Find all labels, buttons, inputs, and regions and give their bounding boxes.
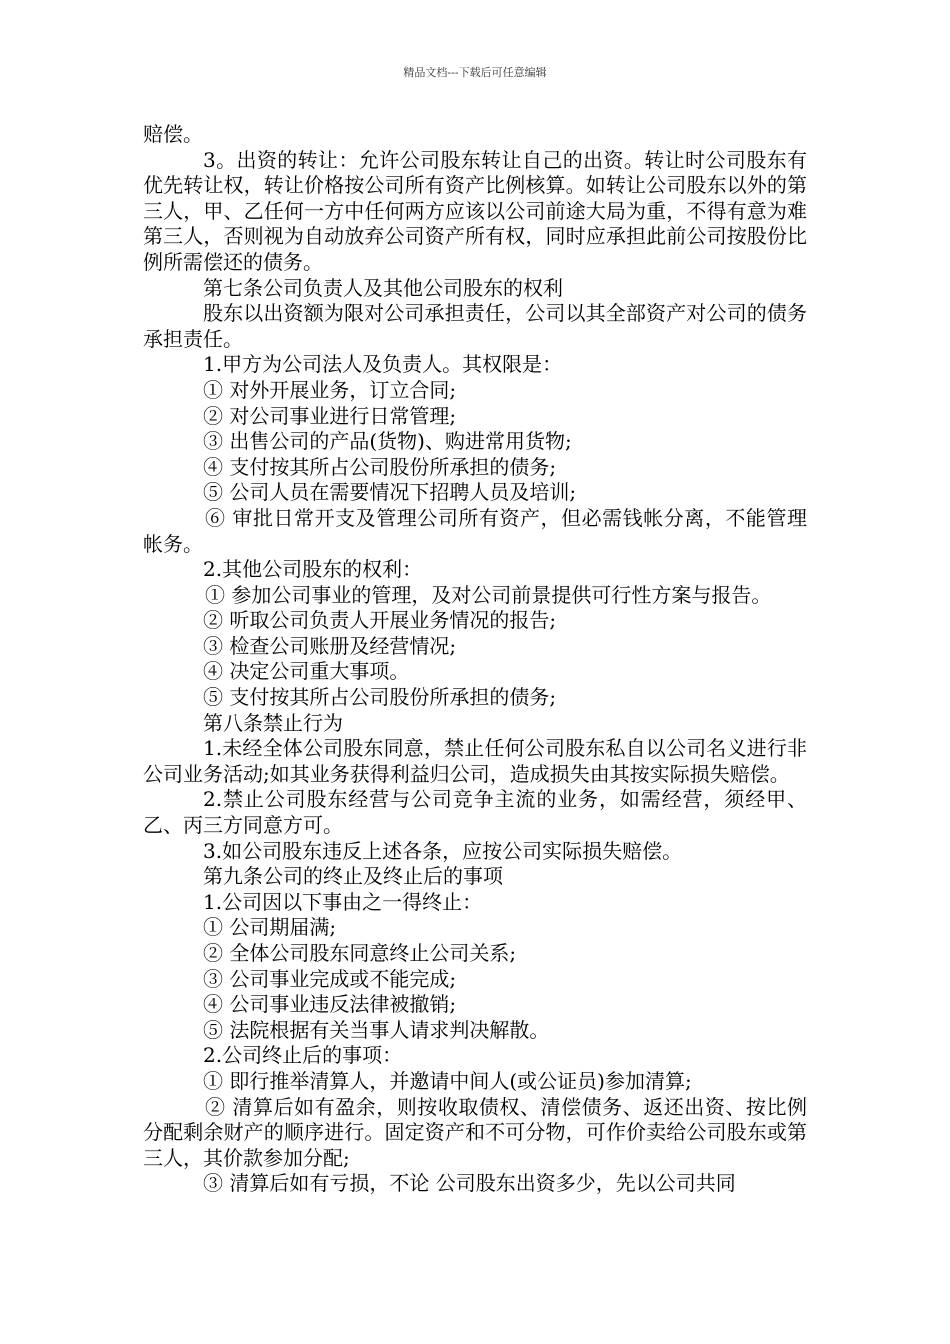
document-body [143, 122, 807, 1197]
section-heading: 第八条禁止行为 [203, 710, 343, 735]
paragraph: 2.禁止公司股东经营与公司竞争主流的业务，如需经营，须经甲、乙、丙三方同意方可。 [143, 787, 807, 838]
paragraph: 3。出资的转让：允许公司股东转让自己的出资。转让时公司股东有优先转让权，转让价格按公司所有资产比例核算。如转让公司股东以外的第三人，甲、乙任何一方中任何两方应该以公司前途大局为重，不得有意为难第三人，否则视为自动放弃公司资产所有权，同时应承担此前公司按股份比例所需偿还的债务。 [143, 147, 807, 274]
list-item: ⑥ 审批日常开支及管理公司所有资产，但必需钱帐分离，不能管理帐务。 [143, 505, 807, 556]
section-heading: 第七条公司负责人及其他公司股东的权利 [203, 275, 563, 300]
list-item: ① 公司期届满; [203, 915, 337, 940]
list-item: ⑤ 支付按其所占公司股份所承担的债务; [203, 685, 557, 710]
page-header: 精品文档---下载后可任意编辑 [403, 66, 547, 79]
list-heading: 2.其他公司股东的权利： [203, 557, 423, 582]
section-heading: 第九条公司的终止及终止后的事项 [203, 864, 503, 889]
list-item: ② 清算后如有盈余，则按收取债权、清偿债务、返还出资、按比例分配剩余财产的顺序进行。固定资产和不可分物，可作价卖给公司股东或第三人，其价款参加分配; [143, 1094, 807, 1170]
list-item: ③ 出售公司的产品(货物)、购进常用货物; [203, 429, 572, 454]
list-item: ① 对外开展业务，订立合同; [203, 377, 457, 402]
paragraph: 1.未经全体公司股东同意，禁止任何公司股东私自以公司名义进行非公司业务活动;如其业务获得利益归公司，造成损失由其按实际损失赔偿。 [143, 736, 807, 786]
list-item: ⑤ 公司人员在需要情况下招聘人员及培训; [203, 480, 577, 505]
list-item: ④ 支付按其所占公司股份所承担的债务; [203, 454, 557, 479]
list-item: ② 全体公司股东同意终止公司关系; [203, 941, 517, 965]
list-item: ③ 公司事业完成或不能完成; [203, 966, 457, 991]
list-item: ③ 清算后如有亏损，不论 公司股东出资多少，先以公司共同 [203, 1171, 736, 1196]
list-item: ④ 公司事业违反法律被撤销; [203, 992, 457, 1017]
paragraph: 赔偿。 [143, 122, 203, 146]
list-item: ② 对公司事业进行日常管理; [203, 403, 457, 428]
list-item: ④ 决定公司重大事项。 [203, 659, 410, 684]
list-item: ② 听取公司负责人开展业务情况的报告; [203, 608, 557, 633]
list-heading: 2.公司终止后的事项： [203, 1043, 403, 1068]
list-item: ① 参加公司事业的管理，及对公司前景提供可行性方案与报告。 [205, 582, 772, 607]
list-item: ① 即行推举清算人，并邀请中间人(或公证员)参加清算; [203, 1068, 692, 1093]
list-heading: 1.甲方为公司法人及负责人。其权限是： [203, 352, 563, 377]
paragraph: 3.如公司股东违反上述各条，应按公司实际损失赔偿。 [203, 838, 683, 863]
list-item: ⑤ 法院根据有关当事人请求判决解散。 [203, 1017, 550, 1042]
list-heading: 1.公司因以下事由之一得终止： [203, 889, 483, 914]
list-item: ③ 检查公司账册及经营情况; [203, 633, 457, 658]
paragraph: 股东以出资额为限对公司承担责任，公司以其全部资产对公司的债务承担责任。 [143, 301, 807, 351]
